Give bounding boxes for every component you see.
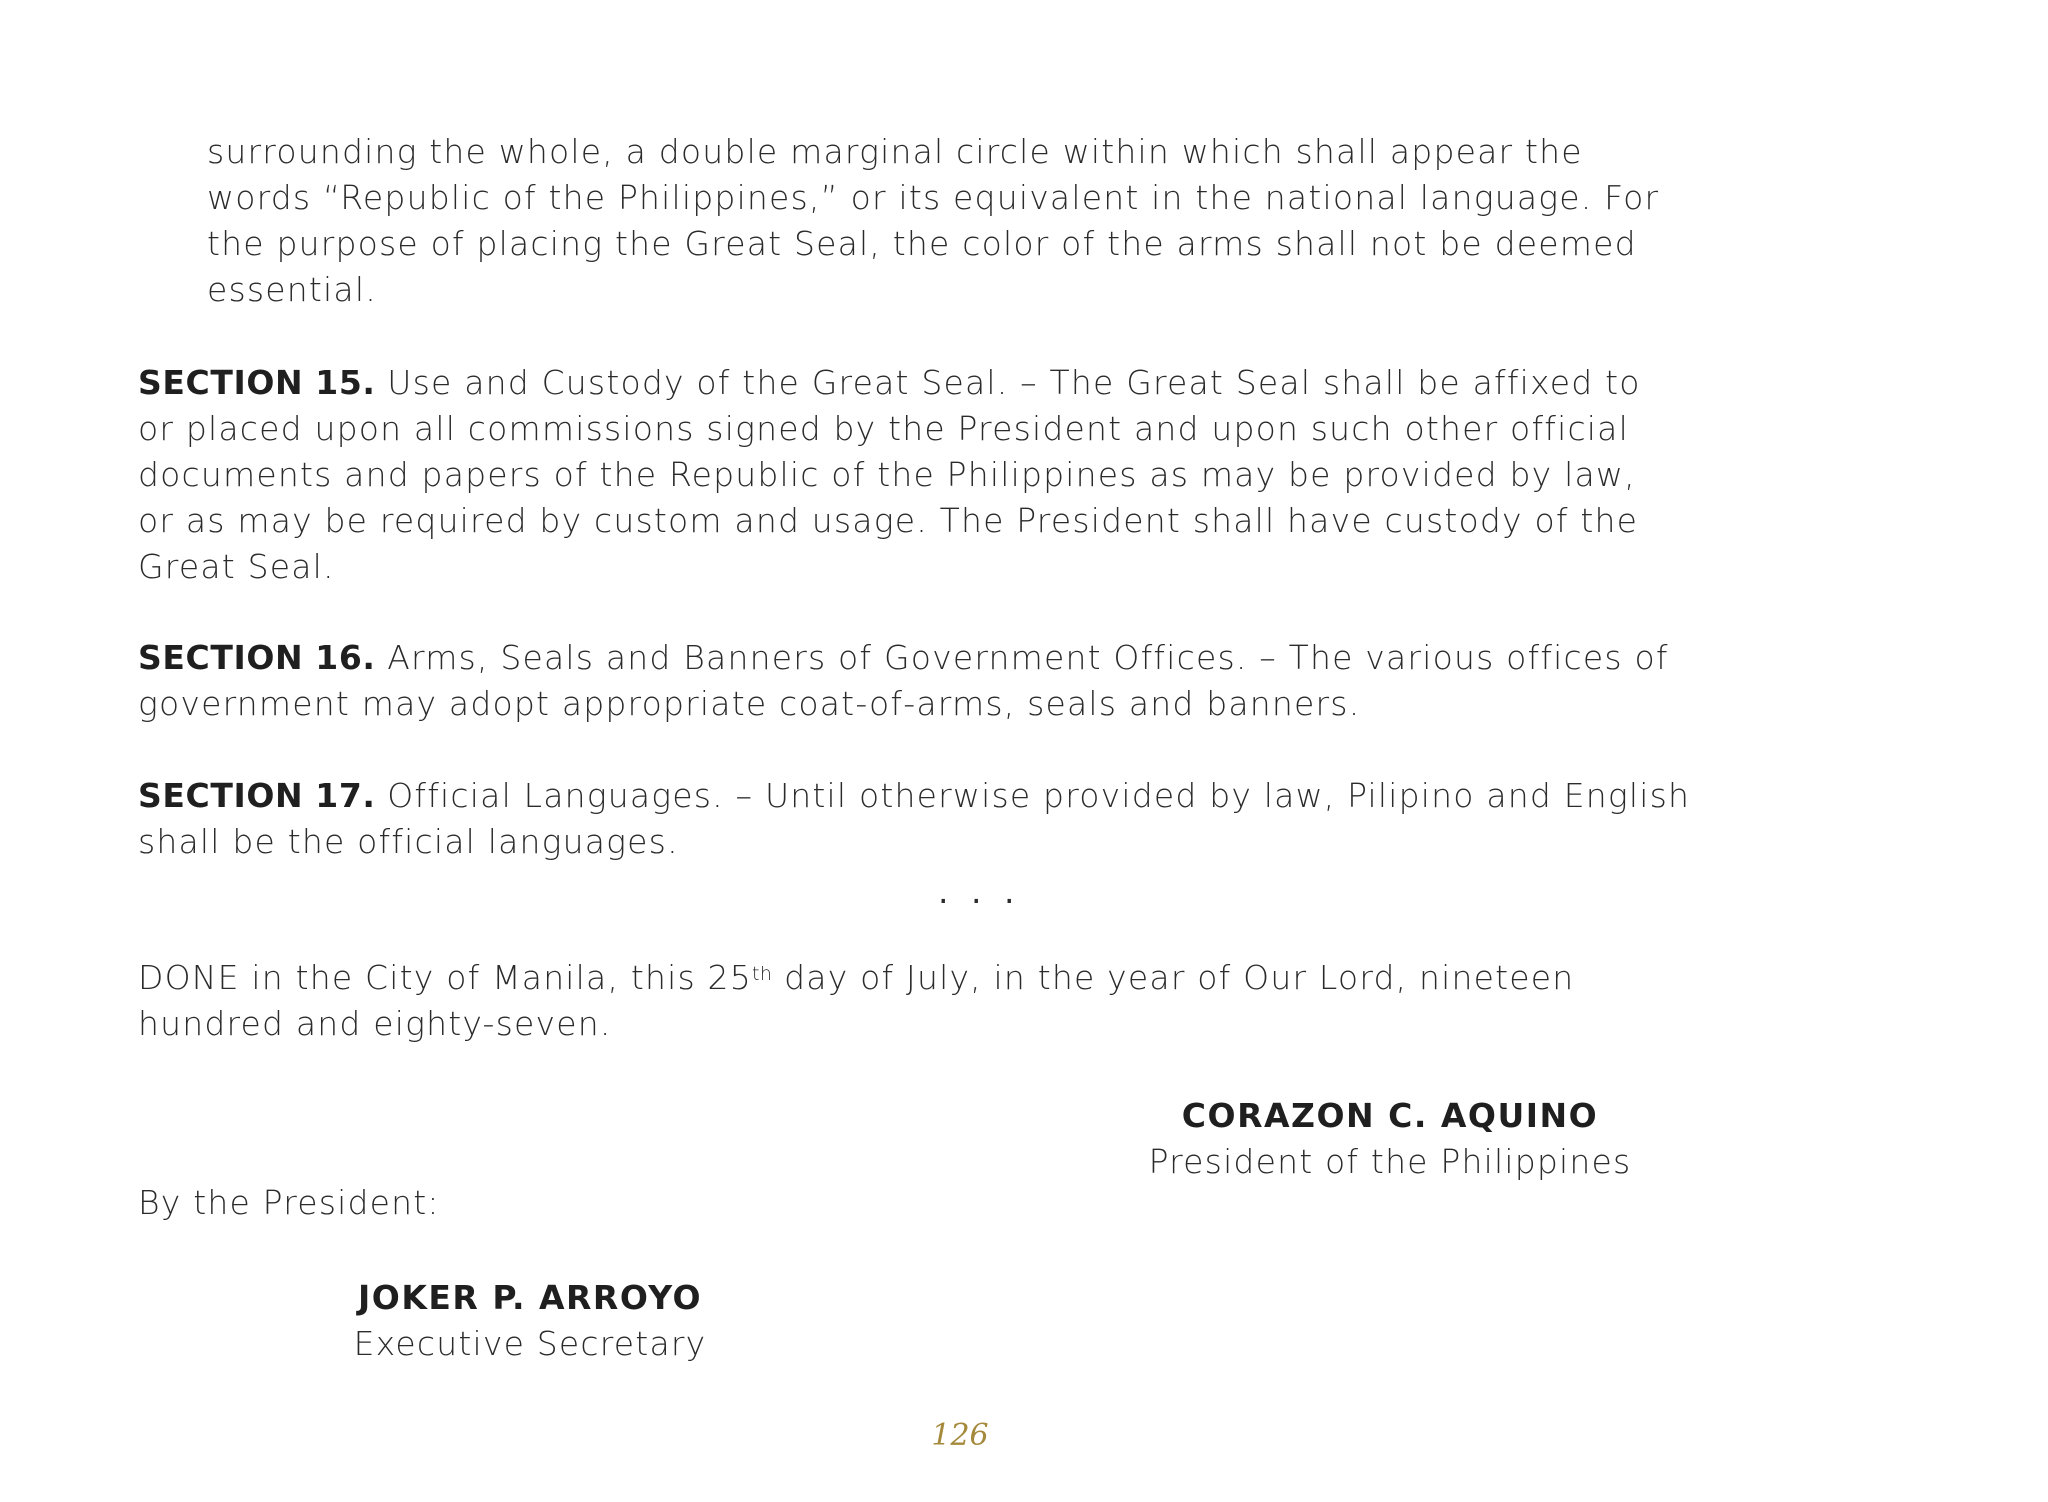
paragraph-line: hundred and eighty-seven.: [138, 1004, 612, 1043]
omission-ellipsis: . . .: [938, 872, 1021, 911]
ordinal-suffix: th: [751, 963, 773, 985]
paragraph-line: words “Republic of the Philippines,” or its equivalent in the national language. For: [207, 178, 1660, 217]
paragraph-line: [138, 773, 1690, 819]
president-title: President of the Philippines: [1148, 1142, 1632, 1181]
done-text-start: DONE in the City of Manila, this 25: [138, 958, 752, 997]
paragraph-line: essential.: [207, 270, 377, 309]
section-heading: SECTION 16.: [138, 638, 376, 677]
secretary-title: Executive Secretary: [353, 1324, 707, 1363]
section-16-paragraph: [138, 635, 1669, 727]
section-heading: SECTION 15.: [138, 363, 376, 402]
paragraph-line: [138, 635, 1669, 681]
section-17-paragraph: [138, 773, 1690, 865]
secretary-signature-block: [330, 1275, 730, 1367]
section-15-paragraph: [138, 360, 1641, 590]
page-number: 126: [931, 1418, 989, 1453]
done-paragraph: [138, 955, 1574, 1047]
section-title-text: Use and Custody of the Great Seal. – The Great Seal shall be affixed to: [387, 363, 1641, 402]
section-title-text: Official Languages. – Until otherwise provided by law, Pilipino and English: [387, 776, 1691, 815]
paragraph-line: [138, 360, 1641, 406]
paragraph-line: [138, 955, 1574, 1001]
intro-paragraph: [207, 129, 1659, 313]
done-text-end: day of July, in the year of Our Lord, nineteen: [772, 958, 1575, 997]
paragraph-line: government may adopt appropriate coat-of-arms, seals and banners.: [138, 684, 1361, 723]
paragraph-line: documents and papers of the Republic of the Philippines as may be provided by law,: [138, 455, 1636, 494]
section-heading: SECTION 17.: [138, 776, 376, 815]
president-name: CORAZON C. AQUINO: [1181, 1096, 1599, 1135]
paragraph-line: shall be the official languages.: [138, 822, 679, 861]
by-the-president-line: By the President:: [138, 1183, 440, 1222]
paragraph-line: or placed upon all commissions signed by the President and upon such other official: [138, 409, 1629, 448]
paragraph-line: the purpose of placing the Great Seal, the color of the arms shall not be deemed: [207, 224, 1637, 263]
paragraph-line: surrounding the whole, a double marginal circle within which shall appear the: [207, 132, 1583, 171]
president-signature-block: [1130, 1093, 1650, 1185]
paragraph-line: or as may be required by custom and usage. The President shall have custody of the: [138, 501, 1639, 540]
paragraph-line: Great Seal.: [138, 547, 335, 586]
secretary-name: JOKER P. ARROYO: [357, 1278, 702, 1317]
section-title-text: Arms, Seals and Banners of Government Offices. – The various offices of: [387, 638, 1669, 677]
